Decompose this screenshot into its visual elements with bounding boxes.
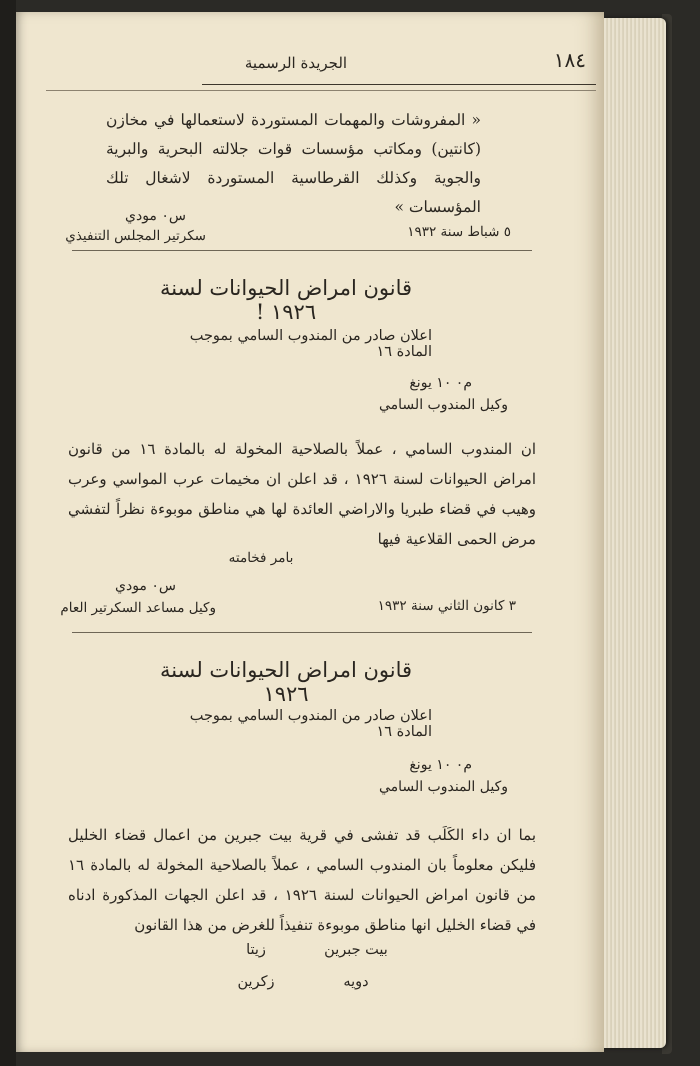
header-rule bbox=[202, 84, 596, 85]
notice-2-officer-name: م٠ ١٠ يونغ bbox=[409, 757, 472, 773]
top-signer-title: سكرتير المجلس التنفيذي bbox=[65, 228, 206, 244]
quoted-items-text: « المفروشات والمهمات المستوردة لاستعمالها في مخازن (كانتين) ومكاتب مؤسسات قوات جلالته البحرية والبرية والجوية وكذلك القرطاسية المستوردة لاشغال تلك المؤسسات » bbox=[106, 111, 481, 216]
document-page bbox=[16, 12, 604, 1052]
notice-2-title: قانون امراض الحيوانات لسنة ١٩٢٦ bbox=[159, 658, 413, 706]
journal-title: الجريدة الرسمية bbox=[244, 54, 348, 72]
book-spine bbox=[0, 0, 16, 1066]
notice-2-officer-title: وكيل المندوب السامي bbox=[379, 779, 508, 795]
notice-2-subtitle: اعلان صادر من المندوب السامي بموجب المادة ١٦ bbox=[189, 708, 432, 740]
village-name: دويه bbox=[343, 974, 369, 990]
section-divider bbox=[72, 632, 532, 633]
page-number: ١٨٤ bbox=[553, 48, 586, 72]
notice-1-officer-title: وكيل المندوب السامي bbox=[379, 397, 508, 413]
header-rule-thin bbox=[46, 90, 596, 91]
village-name: بيت جبرين bbox=[324, 942, 388, 958]
top-notice-date: ٥ شباط سنة ١٩٣٢ bbox=[407, 224, 511, 240]
village-name: زكرين bbox=[237, 974, 275, 990]
notice-1-date: ٣ كانون الثاني سنة ١٩٣٢ bbox=[377, 598, 516, 614]
section-divider bbox=[72, 250, 532, 251]
notice-1-title: قانون امراض الحيوانات لسنة ١٩٢٦ ! bbox=[159, 276, 413, 324]
notice-1-by-order: بامر فخامته bbox=[228, 550, 294, 566]
notice-1-subtitle: اعلان صادر من المندوب السامي بموجب المادة ١٦ bbox=[189, 328, 432, 360]
notice-1-officer bbox=[346, 372, 508, 416]
village-name: زيتا bbox=[246, 942, 266, 958]
notice-2-officer bbox=[346, 754, 508, 798]
notice-1-signer-name: س٠ مودي bbox=[115, 578, 176, 594]
top-signer-name: س٠ مودي bbox=[125, 208, 186, 224]
notice-2-body: بما ان داء الكَلَب قد تفشى في قرية بيت جبرين من اعمال قضاء الخليل فليكن معلوماً بان المندوب السامي ، عملاً بالصلاحية المخولة له بالمادة ١٦ من قانون امراض الحيوانات لسنة ١٩٢٦ ، قد اعلن الجهات المذكورة ادناه في قضاء الخليل انها مناطق موبوءة تنفيذاً للغرض من هذا القانون bbox=[68, 826, 536, 934]
page-edges bbox=[600, 18, 666, 1048]
notice-1-officer-name: م٠ ١٠ يونغ bbox=[409, 375, 472, 391]
notice-1-body: ان المندوب السامي ، عملاً بالصلاحية المخولة له بالمادة ١٦ من قانون امراض الحيوانات لسنة ١٩٢٦ ، قد اعلن ان مخيمات عرب المواسي وعرب وهيب في قضاء طبريا والاراضي العائدة لها هي مناطق موبوءة نظراً لتفشي مرض الحمى القلاعية فيها bbox=[68, 440, 537, 548]
notice-1-signer-title: وكيل مساعد السكرتير العام bbox=[60, 600, 216, 616]
